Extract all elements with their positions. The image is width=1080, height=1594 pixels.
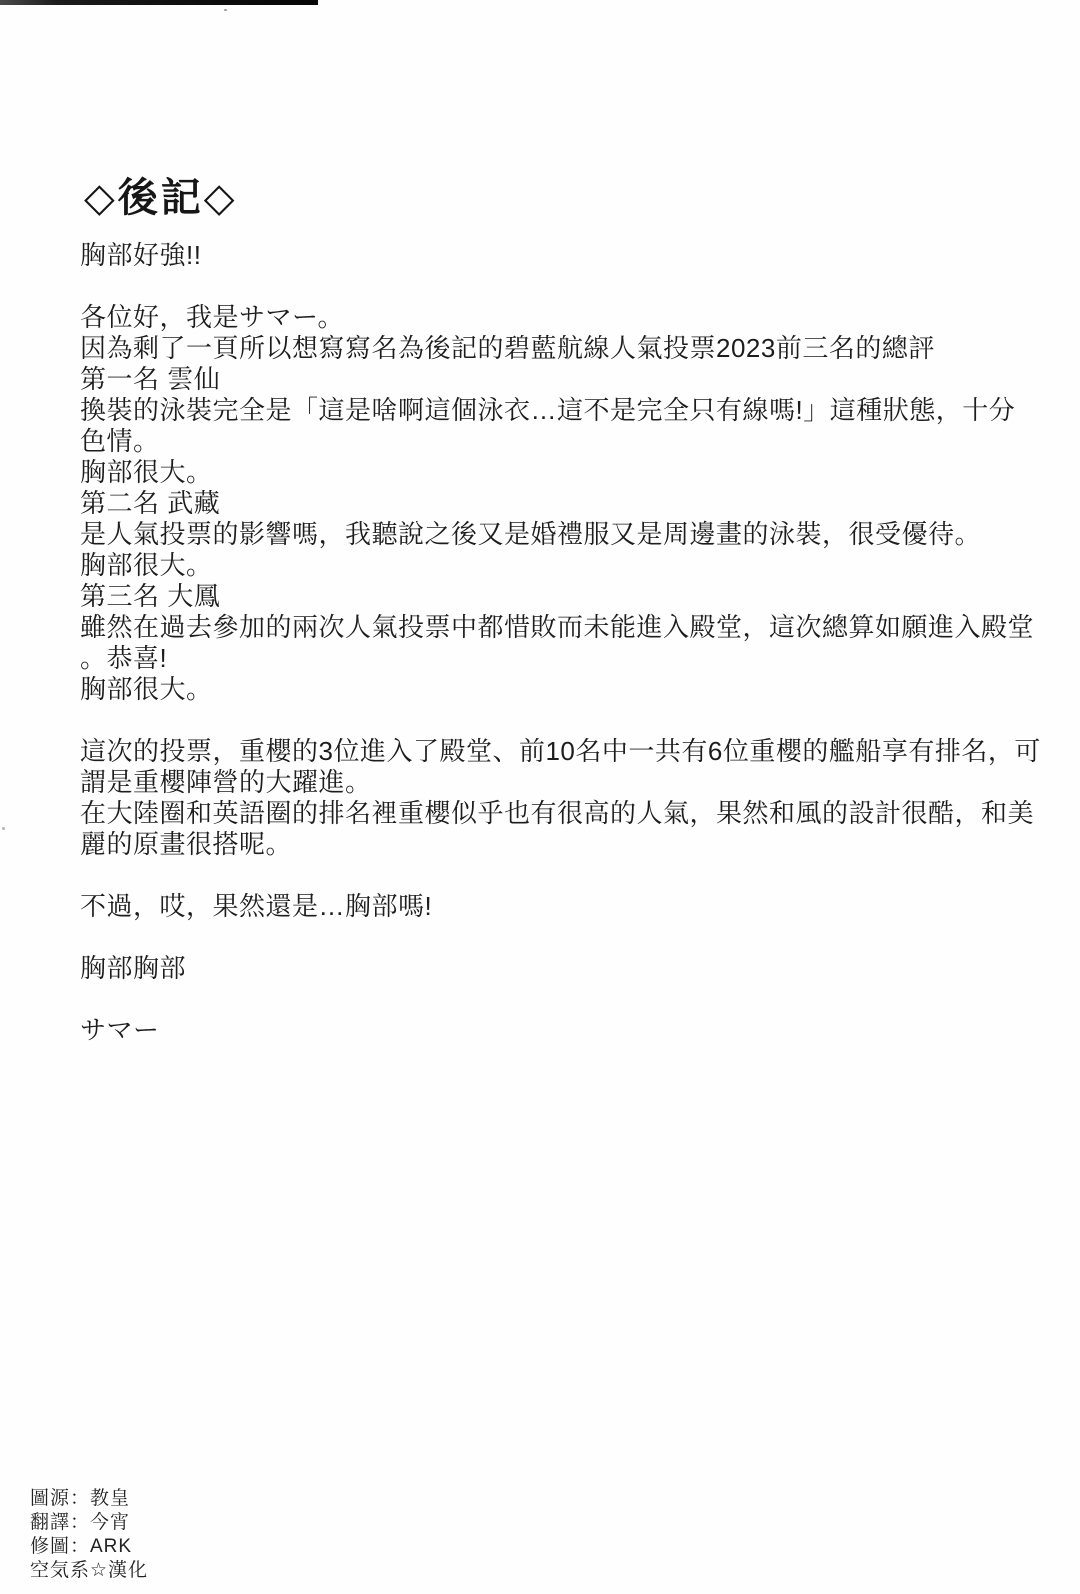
afterword-line-blank	[80, 922, 1040, 953]
afterword-line: 因為剩了一頁所以想寫寫名為後記的碧藍航線人氣投票2023前三名的總評	[80, 333, 935, 363]
afterword-line: 第三名 大鳳	[80, 581, 221, 611]
afterword-line-blank	[80, 860, 1040, 891]
afterword-line: 各位好，我是サマー。	[80, 302, 344, 332]
afterword-line: 謂是重櫻陣營的大躍進。	[80, 767, 372, 797]
scan-speck	[2, 827, 5, 830]
afterword-line: 這次的投票，重櫻的3位進入了殿堂、前10名中一共有6位重櫻的艦船享有排名，可	[80, 736, 1041, 766]
afterword-line: 胸部胸部	[80, 953, 187, 983]
afterword-line: 胸部很大。	[80, 457, 213, 487]
translation-credits	[30, 1487, 148, 1583]
credit-translator: 翻譯：今宵	[30, 1512, 131, 1533]
afterword-line: 換裝的泳裝完全是「這是啥啊這個泳衣…這不是完全只有線嗎!」這種狀態，十分	[80, 395, 1016, 425]
afterword-line: 胸部很大。	[80, 674, 213, 704]
afterword-line: 雖然在過去參加的兩次人氣投票中都惜敗而未能進入殿堂，這次總算如願進入殿堂	[80, 612, 1035, 642]
afterword-line: 第一名 雲仙	[80, 364, 221, 394]
afterword-line: 色情。	[80, 426, 160, 456]
afterword-line-blank	[80, 271, 1040, 302]
afterword-line: 是人氣投票的影響嗎，我聽說之後又是婚禮服又是周邊畫的泳裝，很受優待。	[80, 519, 982, 549]
scan-artifact-bar	[0, 0, 318, 5]
afterword-signature: サマー	[80, 1015, 160, 1045]
credit-source: 圖源：教皇	[30, 1488, 131, 1509]
afterword-line: 在大陸圈和英語圈的排名裡重櫻似乎也有很高的人氣，果然和風的設計很酷，和美	[80, 798, 1035, 828]
afterword-body	[80, 240, 1040, 1046]
credit-editor: 修圖：ARK	[30, 1536, 133, 1557]
scan-speck	[224, 9, 227, 11]
afterword-line: 胸部好強!!	[80, 240, 202, 270]
afterword-line: 胸部很大。	[80, 550, 213, 580]
afterword-line: 。恭喜!	[80, 643, 168, 673]
afterword-line: 第二名 武藏	[80, 488, 221, 518]
afterword-title: ◇後記◇	[84, 176, 238, 220]
afterword-line-blank	[80, 984, 1040, 1015]
afterword-line-blank	[80, 705, 1040, 736]
afterword-line: 不過，哎，果然還是…胸部嗎!	[80, 891, 433, 921]
afterword-line: 麗的原畫很搭呢。	[80, 829, 293, 859]
credit-group: 空気系☆漢化	[30, 1560, 149, 1581]
